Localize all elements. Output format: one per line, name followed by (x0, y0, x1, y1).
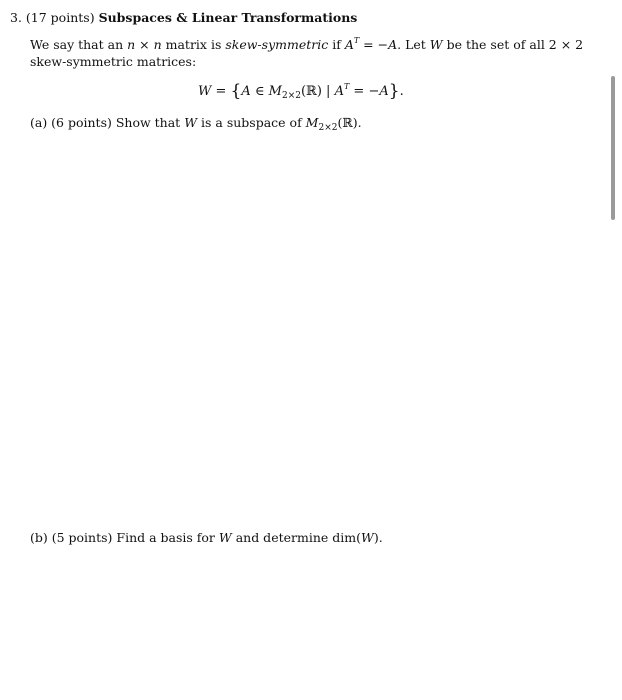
problem-number: 3. (10, 10, 22, 25)
math-W: W (218, 530, 232, 545)
math-W: W (198, 84, 212, 99)
matrix-size-subscript: 2×2 (281, 91, 301, 101)
part-b-text: ). (373, 530, 383, 545)
set-definition-equation (198, 82, 404, 101)
intro-text: We say that an (30, 37, 128, 52)
transpose-superscript: T (353, 36, 360, 45)
equals-minus: = − (359, 37, 389, 52)
intro-line-2: skew-symmetric matrices: (30, 54, 197, 69)
element-of: ∈ (250, 84, 269, 99)
times-symbol: × (135, 37, 154, 52)
math-n: n (127, 37, 136, 52)
reals: (ℝ) | (300, 84, 335, 99)
math-W: W (184, 115, 198, 130)
matrix-size-subscript: 2×2 (318, 123, 338, 133)
equals-minus: = − (349, 84, 380, 99)
math-A: A (334, 84, 344, 99)
intro-line-1 (30, 37, 583, 55)
math-A: A (379, 84, 389, 99)
part-b-text: (b) (5 points) Find a basis for (30, 530, 219, 545)
part-a-text: (ℝ). (337, 115, 362, 130)
intro-text: matrix is (161, 37, 226, 52)
intro-text: be the set of all 2 × 2 (442, 37, 584, 52)
math-M: M (268, 84, 282, 99)
math-W: W (360, 530, 374, 545)
problem-points: (17 points) (25, 10, 95, 25)
skew-symmetric-term: skew-symmetric (225, 37, 329, 52)
intro-text: . Let (397, 37, 430, 52)
part-b-text: and determine dim( (231, 530, 361, 545)
equals: = (211, 84, 231, 99)
part-a-question (30, 115, 362, 133)
math-n: n (153, 37, 162, 52)
math-M: M (305, 115, 319, 130)
part-a-text: is a subspace of (197, 115, 306, 130)
math-W: W (429, 37, 443, 52)
problem-title: Subspaces & Linear Transformations (98, 10, 358, 25)
problem-header (10, 10, 357, 26)
part-b-question (30, 530, 383, 546)
math-A: A (344, 37, 354, 52)
period: . (399, 84, 404, 99)
transpose-superscript: T (343, 82, 350, 91)
left-brace: { (230, 81, 242, 101)
math-A: A (241, 84, 251, 99)
right-brace: } (388, 81, 400, 101)
part-a-text: (a) (6 points) Show that (30, 115, 185, 130)
intro-text: if (328, 37, 345, 52)
vertical-scrollbar[interactable] (611, 76, 615, 220)
math-A: A (388, 37, 398, 52)
